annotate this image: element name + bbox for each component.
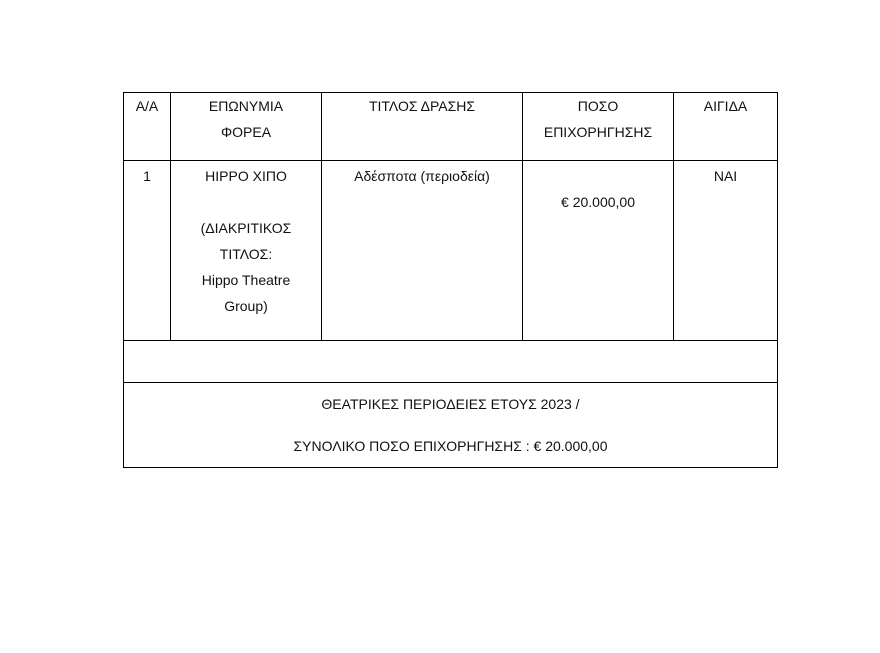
cell-poso bbox=[523, 161, 674, 341]
foreas-distinctive-label: (ΔΙΑΚΡΙΤΙΚΟΣ bbox=[200, 220, 292, 236]
cell-aa: 1 bbox=[124, 161, 171, 341]
total-cell bbox=[124, 383, 778, 468]
empty-cell bbox=[124, 341, 778, 383]
header-foreas bbox=[171, 93, 322, 161]
header-aigida: ΑΙΓΙΔΑ bbox=[674, 93, 778, 161]
cell-foreas bbox=[171, 161, 322, 341]
total-amount: ΣΥΝΟΛΙΚΟ ΠΟΣΟ ΕΠΙΧΟΡΗΓΗΣΗΣ : € 20.000,00 bbox=[293, 438, 608, 454]
header-foreas-line2: ΦΟΡΕΑ bbox=[220, 124, 272, 140]
foreas-spacer bbox=[175, 189, 317, 215]
header-poso-line1: ΠΟΣΟ bbox=[577, 98, 619, 114]
table-row bbox=[124, 161, 778, 341]
table-total-row bbox=[124, 383, 778, 468]
foreas-title-label: ΤΙΤΛΟΣ: bbox=[219, 246, 273, 262]
total-category: ΘΕΑΤΡΙΚΕΣ ΠΕΡΙΟΔΕΙΕΣ ΕΤΟΥΣ 2023 / bbox=[321, 396, 580, 412]
grant-amount: € 20.000,00 bbox=[561, 194, 635, 210]
header-titlos: ΤΙΤΛΟΣ ΔΡΑΣΗΣ bbox=[322, 93, 523, 161]
header-aa: Α/Α bbox=[124, 93, 171, 161]
foreas-title-value-end: Group) bbox=[224, 298, 268, 314]
grant-table bbox=[123, 92, 778, 468]
foreas-title-value: Hippo Theatre bbox=[201, 272, 291, 288]
table-empty-row bbox=[124, 341, 778, 383]
header-foreas-line1: ΕΠΩΝΥΜΙΑ bbox=[208, 98, 284, 114]
cell-aigida: ΝΑΙ bbox=[674, 161, 778, 341]
cell-titlos: Αδέσποτα (περιοδεία) bbox=[322, 161, 523, 341]
header-poso-line2: ΕΠΙΧΟΡΗΓΗΣΗΣ bbox=[543, 124, 653, 140]
table-header-row bbox=[124, 93, 778, 161]
foreas-name: HIPPO ΧΙΠΟ bbox=[205, 168, 287, 184]
header-poso bbox=[523, 93, 674, 161]
